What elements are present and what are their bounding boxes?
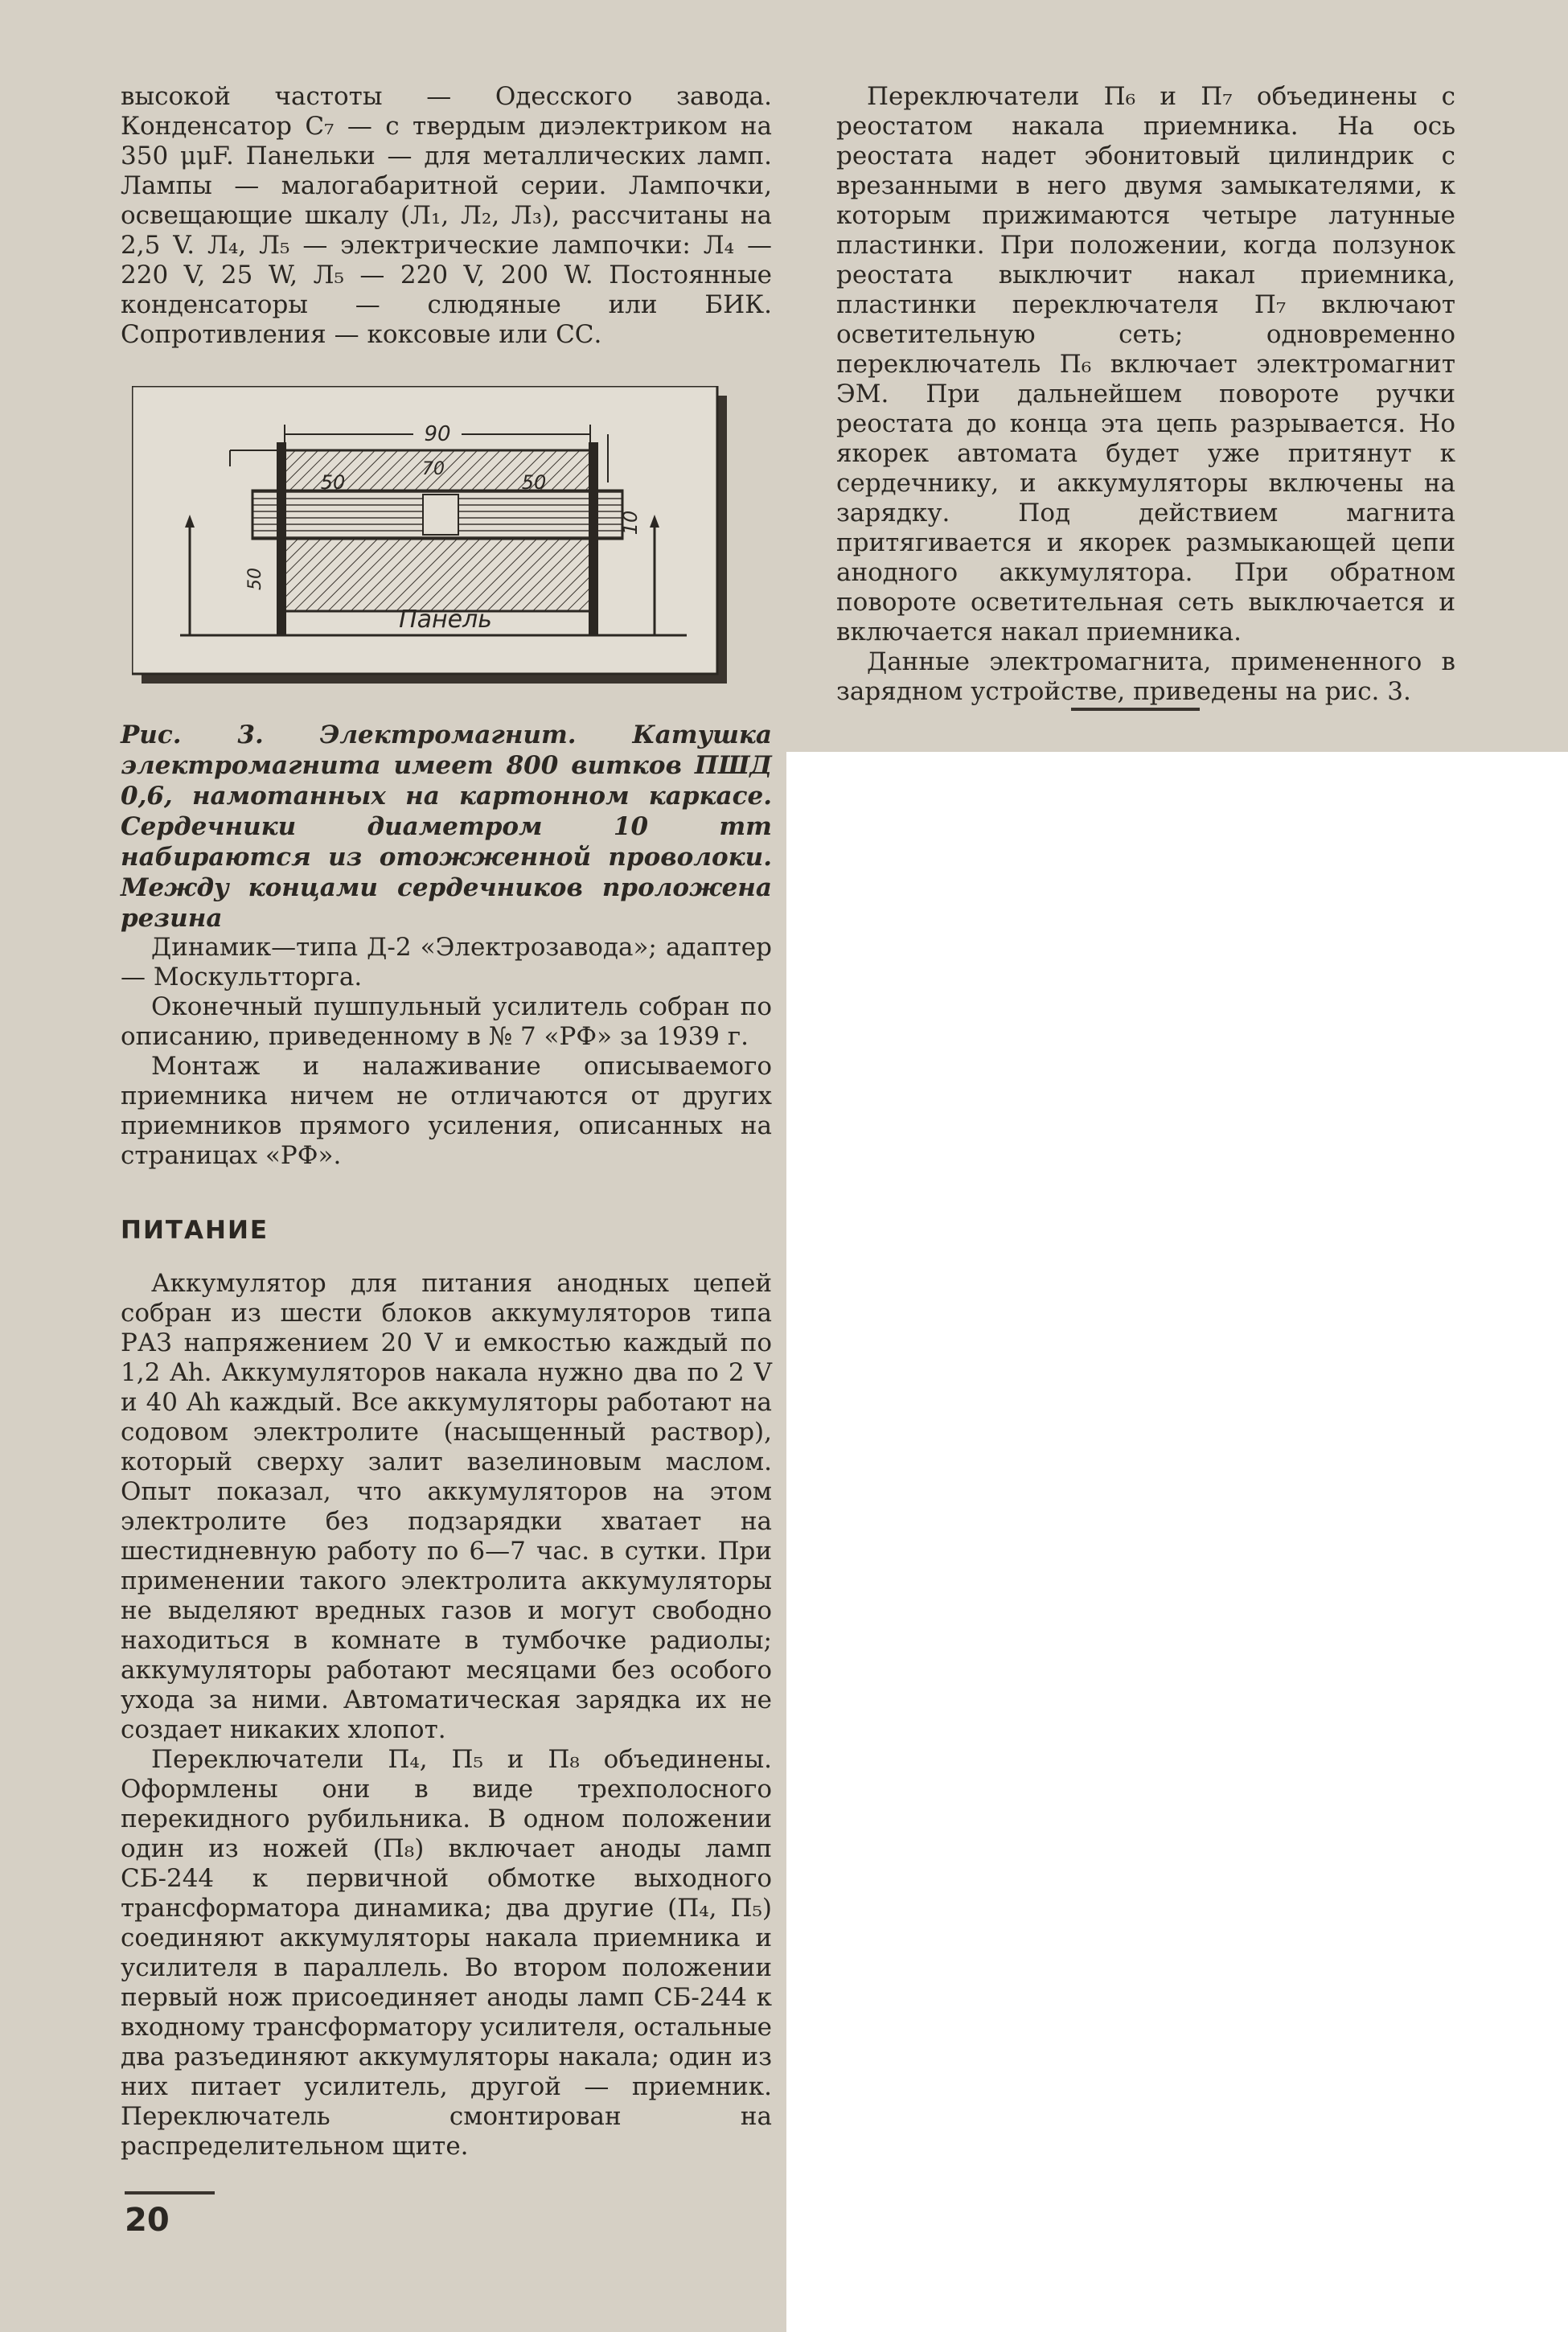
- dimension-50-right-label: 50: [521, 471, 547, 494]
- dimension-50-vertical-label: 50: [245, 568, 265, 590]
- coil-lower-winding: [285, 539, 590, 611]
- electromagnet-figure: [132, 386, 727, 684]
- section-heading: ПИТАНИЕ: [121, 1216, 269, 1245]
- paragraph-amplifier: Оконечный пушпульный усилитель собран по описанию, приведенному в № 7 «РФ» за 1939 г.: [121, 992, 772, 1051]
- figure-caption: Рис. 3. Электромагнит. Катушка электромагнита имеет 800 витков ПШД 0,6, намотанных на картонном каркасе. Сердечники диаметром 10 mm набираются из отожженной проволоки. Между концами сердечников проложена резина: [121, 721, 772, 933]
- section-divider: [1071, 708, 1200, 711]
- dimension-10-label: 10: [619, 510, 642, 536]
- coil-flange-left: [277, 442, 286, 635]
- dimension-50-left-label: 50: [320, 471, 346, 494]
- paragraph-battery: Аккумулятор для питания анодных цепей собран из шести блоков аккумуляторов типа РАЗ напряжением 20 V и емкостью каждый по 1,2 Ah. Аккумуляторов накала нужно два по 2 V и 40 Ah каждый. Все аккумуляторы работают на содовом электролите (насыщенный раствор), который сверху залит вазелиновым маслом. Опыт показал, что аккумуляторов на этом электролите без подзарядки хватает на шестидневную работу по 6—7 час. в сутки. При применении такого электролита аккумуляторы не выделяют вредных газов и могут свободно находиться в комнате в тумбочке радиолы; аккумуляторы работают месяцами без особого ухода за ними. Автоматическая зарядка их не создает никаких хлопот.: [121, 1269, 772, 1744]
- paragraph-switches-p4-p5-p8: Переключатели П₄, П₅ и П₈ объединены. Оформлены они в виде трехполосного перекидного рубильника. В одном положении один из ножей (П₈) включает аноды ламп СБ-244 к первичной обмотке выходного трансформатора динамика; два другие (П₄, П₅) соединяют аккумуляторы накала приемника и усилителя в параллель. Во втором положении первый нож присоединяет аноды ламп СБ-244 к входному трансформатору усилителя, остальные два разъединяют аккумуляторы накала; один из них питает усилитель, другой — приемник. Переключатель смонтирован на распределительном щите.: [121, 1745, 772, 2161]
- left-top-paragraph: высокой частоты — Одесского завода. Конденсатор C₇ — с твердым диэлектриком на 350 μμF. Панельки — для металлических ламп. Лампы — малогабаритной серии. Лампочки, освещающие шкалу (Л₁, Л₂, Л₃), рассчитаны на 2,5 V. Л₄, Л₅ — электрические лампочки: Л₄ — 220 V, 25 W, Л₅ — 220 V, 200 W. Постоянные конденсаторы — слюдяные или БИК. Сопротивления — коксовые или СС.: [121, 82, 772, 349]
- panel-label: Панель: [399, 606, 492, 634]
- paragraph-assembly: Монтаж и налаживание описываемого приемника ничем не отличаются от других приемников прямого усиления, описанных на страницах «РФ».: [121, 1052, 772, 1170]
- right-column: [836, 82, 1455, 707]
- left-column-middle: [121, 933, 772, 1171]
- dimension-70-label: 70: [422, 459, 445, 479]
- paragraph-speaker: Динамик—типа Д-2 «Электрозавода»; адаптер — Москультторга.: [121, 933, 772, 992]
- rubber-insert: [423, 495, 458, 535]
- left-column-top: [121, 82, 772, 350]
- page-number: 20: [125, 2202, 170, 2239]
- dimension-90-label: 90: [424, 422, 451, 446]
- paragraph-switches-p6-p7: Переключатели П₆ и П₇ объединены с реостатом накала приемника. На ось реостата надет эбонитовый цилиндрик с врезанными в него двумя замыкателями, к которым прижимаются четыре латунные пластинки. При положении, когда ползунок реостата выключит накал приемника, пластинки переключателя П₇ включают осветительную сеть; одновременно переключатель П₆ включает электромагнит ЭМ. При дальнейшем повороте ручки реостата до конца эта цепь разрывается. Но якорек автомата будет уже притянут к сердечнику, и аккумуляторы включены на зарядку. Под действием магнита притягивается и якорек размыкающей цепи анодного аккумулятора. При обратном повороте осветительная сеть выключается и включается накал приемника.: [836, 82, 1455, 647]
- electromagnet-drawing: [132, 386, 727, 684]
- coil-flange-right: [589, 442, 598, 635]
- left-column-bottom: [121, 1269, 772, 2162]
- page-number-rule: [125, 2191, 215, 2194]
- paragraph-electromagnet-data: Данные электромагнита, примененного в зарядном устройстве, приведены на рис. 3.: [836, 647, 1455, 706]
